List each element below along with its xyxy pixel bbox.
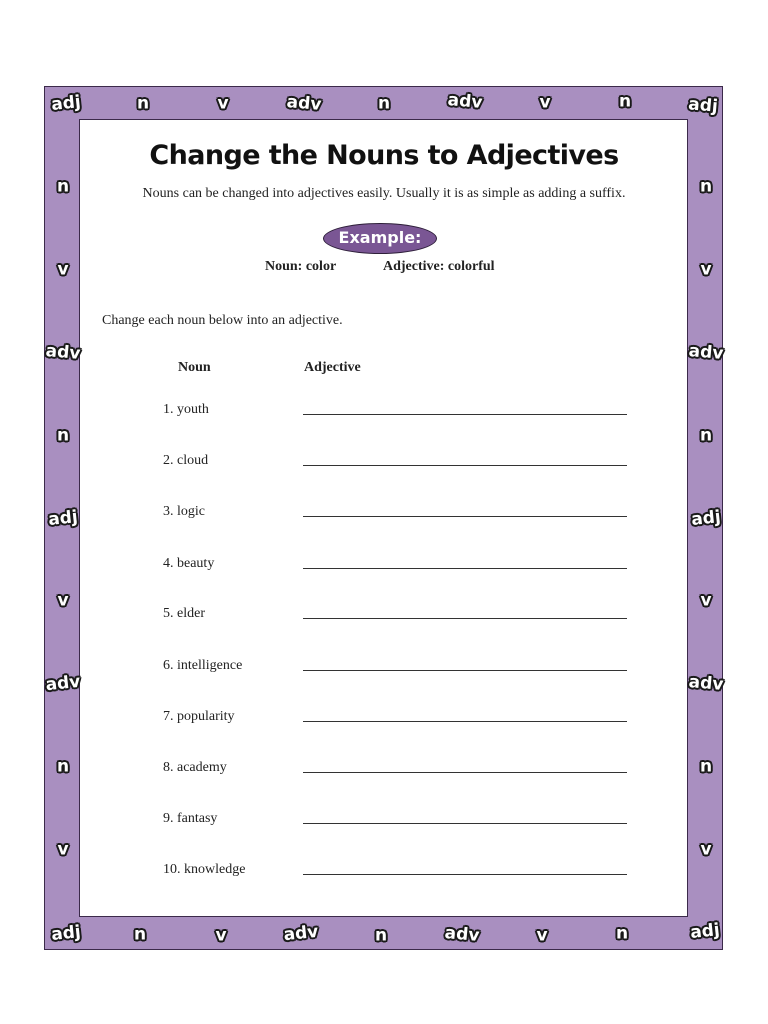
border-tile-n: n bbox=[136, 93, 150, 114]
border-tile-adv: adv bbox=[285, 92, 323, 115]
border-tile-v: v bbox=[215, 925, 227, 946]
noun-item-7: 7. popularity bbox=[163, 709, 235, 724]
border-tile-adj: adj bbox=[50, 922, 82, 945]
border-tile-n: n bbox=[377, 93, 391, 114]
subtitle: Nouns can be changed into adjectives easily. Usually it is as simple as adding a suffix. bbox=[142, 186, 626, 201]
instruction-text: Change each noun below into an adjective. bbox=[102, 313, 343, 328]
border-tile-adj: adj bbox=[47, 507, 79, 530]
answer-line-3[interactable] bbox=[303, 516, 627, 517]
noun-item-10: 10. knowledge bbox=[163, 862, 246, 877]
border-tile-v: v bbox=[217, 93, 229, 114]
column-header-noun: Noun bbox=[178, 360, 211, 375]
border-tile-v: v bbox=[700, 259, 712, 280]
border-tile-v: v bbox=[57, 839, 69, 860]
border-tile-adj: adj bbox=[50, 92, 82, 115]
noun-item-9: 9. fantasy bbox=[163, 811, 218, 826]
border-tile-v: v bbox=[700, 839, 712, 860]
border-tile-n: n bbox=[699, 176, 713, 197]
border-tile-n: n bbox=[56, 425, 70, 446]
border-tile-adv: adv bbox=[687, 341, 725, 364]
border-tile-n: n bbox=[699, 756, 713, 777]
border-tile-n: n bbox=[618, 91, 632, 112]
border-tile-adv: adv bbox=[443, 923, 481, 946]
column-header-adjective: Adjective bbox=[304, 360, 361, 375]
page-title: Change the Nouns to Adjectives bbox=[149, 140, 619, 171]
answer-line-8[interactable] bbox=[303, 772, 627, 773]
border-tile-adv: adv bbox=[687, 672, 725, 695]
answer-line-9[interactable] bbox=[303, 823, 627, 824]
answer-line-1[interactable] bbox=[303, 414, 627, 415]
answer-line-2[interactable] bbox=[303, 465, 627, 466]
noun-item-2: 2. cloud bbox=[163, 453, 209, 468]
border-tile-n: n bbox=[133, 924, 147, 945]
border-tile-v: v bbox=[536, 925, 548, 946]
border-tile-v: v bbox=[539, 92, 551, 113]
border-tile-adj: adj bbox=[690, 507, 722, 530]
answer-line-4[interactable] bbox=[303, 568, 627, 569]
answer-line-10[interactable] bbox=[303, 874, 627, 875]
example-adjective: Adjective: colorful bbox=[383, 259, 495, 274]
answer-line-7[interactable] bbox=[303, 721, 627, 722]
border-tile-n: n bbox=[699, 425, 713, 446]
example-badge: Example: bbox=[323, 223, 437, 254]
example-noun: Noun: color bbox=[265, 259, 337, 274]
border-tile-adv: adv bbox=[282, 921, 320, 946]
noun-item-8: 8. academy bbox=[163, 760, 227, 775]
border-tile-n: n bbox=[56, 176, 70, 197]
border-tile-v: v bbox=[57, 259, 69, 280]
border-tile-n: n bbox=[56, 756, 70, 777]
noun-item-5: 5. elder bbox=[163, 606, 205, 621]
noun-item-4: 4. beauty bbox=[163, 556, 215, 571]
border-tile-adj: adj bbox=[687, 94, 719, 117]
border-tile-adv: adv bbox=[44, 671, 82, 696]
answer-line-5[interactable] bbox=[303, 618, 627, 619]
answer-line-6[interactable] bbox=[303, 670, 627, 671]
noun-item-1: 1. youth bbox=[163, 402, 209, 417]
border-tile-n: n bbox=[615, 923, 629, 944]
border-tile-n: n bbox=[374, 925, 388, 946]
noun-item-3: 3. logic bbox=[163, 504, 205, 519]
border-tile-adj: adj bbox=[689, 920, 721, 943]
border-tile-v: v bbox=[57, 590, 69, 611]
border-tile-adv: adv bbox=[446, 90, 484, 113]
noun-item-6: 6. intelligence bbox=[163, 658, 243, 673]
border-tile-adv: adv bbox=[44, 341, 82, 364]
border-tile-v: v bbox=[700, 590, 712, 611]
